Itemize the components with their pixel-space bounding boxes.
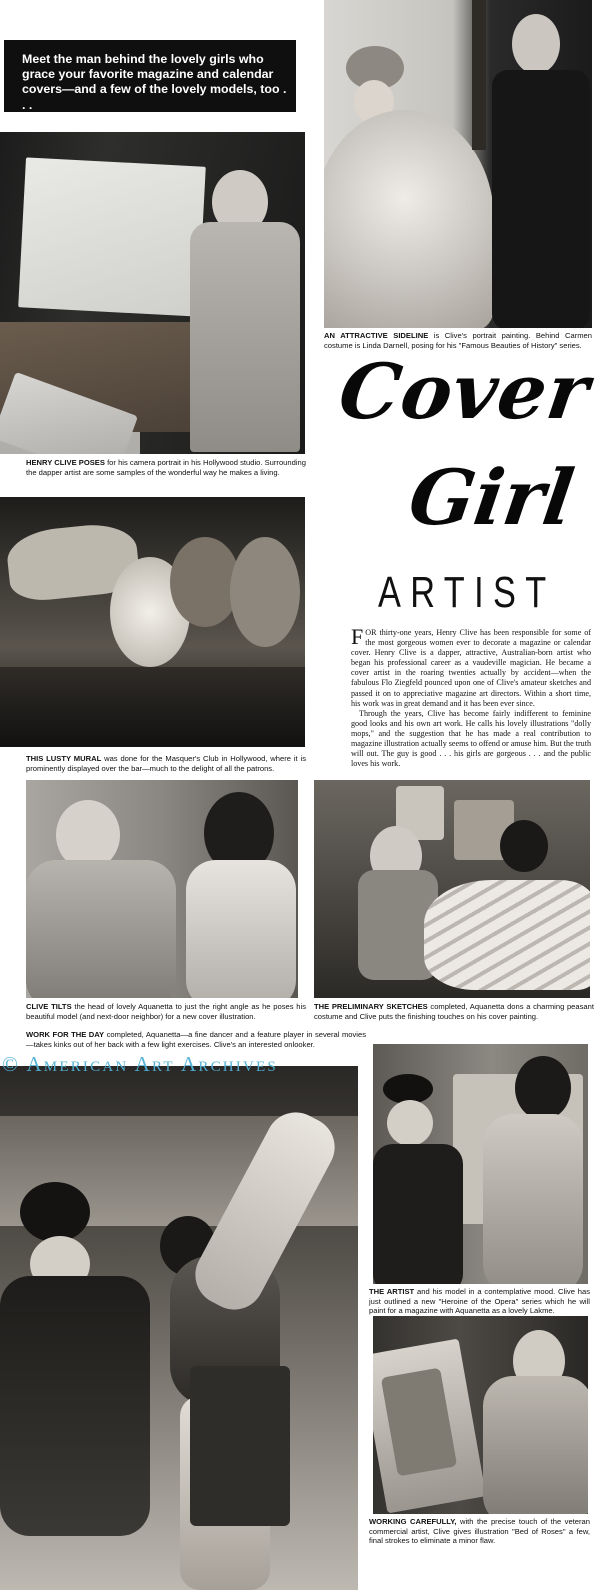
caption-contemplative: THE ARTIST and his model in a contemplative mood. Clive has just outlined a new "Heroine of the Opera" series which he will paint for a magazine with Aquanetta as a lovely Lakme.: [369, 1287, 591, 1316]
caption-tilts: CLIVE TILTS the head of lovely Aquanetta to just the right angle as he poses his beautiful model (and next-door neighbor) for a new cover illustration.: [26, 1002, 307, 1021]
caption-portrait-painting: AN ATTRACTIVE SIDELINE is Clive's portrait painting. Behind Carmen costume is Linda Darnell, posing for his "Famous Beauties of History" series.: [324, 331, 592, 350]
caption-workday: WORK FOR THE DAY completed, Aquanetta—a fine dancer and a feature player in several movies—takes kinks out of her back with a few light exercises. Clive's an interested onlooker.: [26, 1030, 366, 1049]
drop-cap: F: [351, 624, 364, 649]
article-body: [351, 624, 591, 769]
caption-mural: THIS LUSTY MURAL was done for the Masquer's Club in Hollywood, where it is prominently displayed over the bar—much to the delight of all the patrons.: [26, 754, 307, 773]
title-line-cover: Cover: [333, 347, 596, 436]
photo-preliminary-sketches: [314, 780, 590, 998]
photo-clive-tilts-aquanetta: [26, 780, 298, 998]
intro-text: Meet the man behind the lovely girls who grace your favorite magazine and calendar covers—and a few of the lovely models, too . . .: [22, 52, 287, 112]
photo-linda-darnell-portrait: [324, 0, 592, 328]
title-line-girl: Girl: [403, 453, 580, 542]
caption-studio: HENRY CLIVE POSES for his camera portrait in his Hollywood studio. Surrounding the dapper artist are some samples of the wonderful way he makes a living.: [26, 458, 306, 477]
caption-carefully: WORKING CAREFULLY, with the precise touch of the veteran commercial artist, Clive gives illustration "Bed of Roses" a few, final strokes to eliminate a minor flaw.: [369, 1517, 590, 1546]
caption-sketches: THE PRELIMINARY SKETCHES completed, Aquanetta dons a charming peasant costume and Clive puts the finishing touches on his cover painting.: [314, 1002, 594, 1021]
photo-working-carefully: [373, 1316, 588, 1514]
photo-henry-clive-studio: [0, 132, 305, 454]
photo-aquanetta-exercise: [0, 1066, 358, 1590]
photo-masquers-mural: [0, 497, 305, 747]
title-line-artist: ARTIST: [378, 568, 556, 617]
body-paragraph-1: FOR thirty-one years, Henry Clive has been responsible for some of the most gorgeous women ever to decorate a magazine or calendar cover. Henry Clive is a dapper, attractive, Australian-born artist who began his professional career as a vaudeville magician. He became a cover artist in the roaring twenties actually by accident—when the fabulous Flo Ziegfeld pounced upon one of Clive's amateur sketches and passed it on to appreciative magazine art directors. Within a short time, his work was in great demand and it has been ever since.: [351, 624, 591, 708]
copyright-watermark: © American Art Archives: [2, 1052, 278, 1076]
photo-contemplative-mood: [373, 1044, 588, 1284]
body-paragraph-2: Through the years, Clive has become fairly indifferent to feminine good looks and his own art work. He calls his lovely illustrations "dolly mops," and the suggestion that he has made a real contribution to magazine illustration actually seems to offend or amuse him. But the truth will out. The guy is good . . . his girls are gorgeous . . . and the public loves his work.: [351, 708, 591, 769]
